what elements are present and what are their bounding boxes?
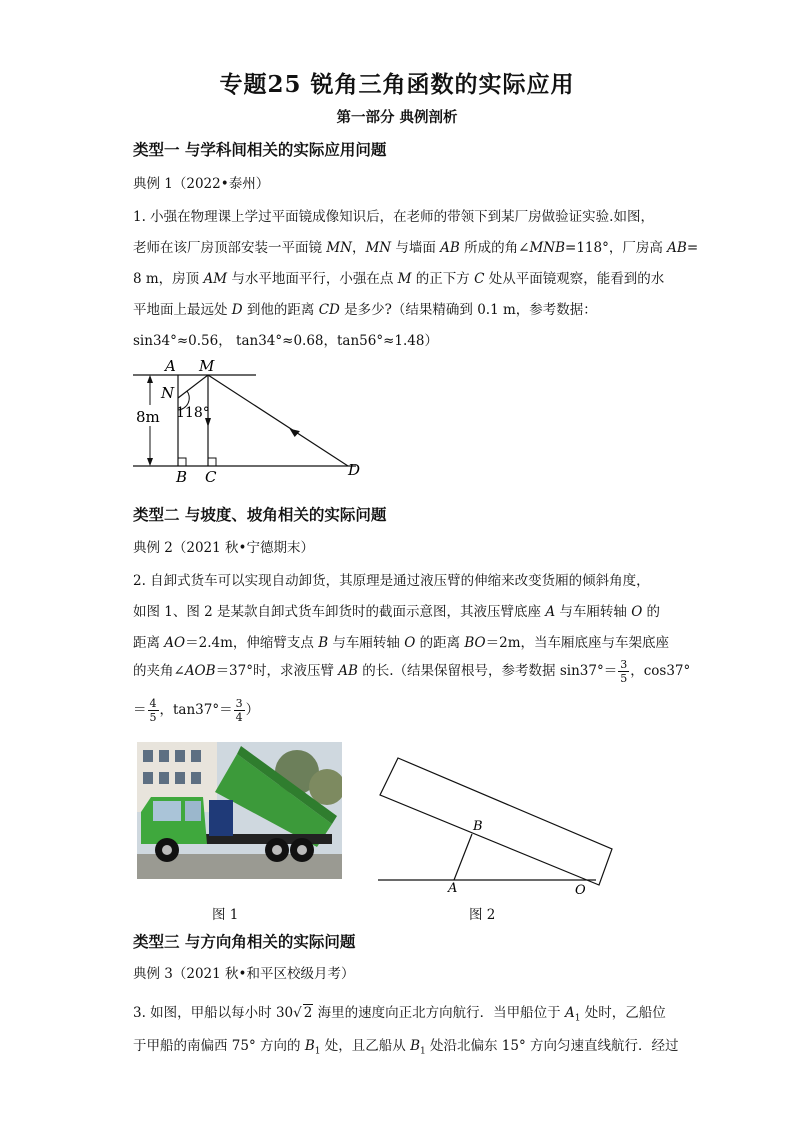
fraction-tan37: $\frac{3}{4}$ bbox=[235, 697, 243, 724]
section-heading-2: 类型二 与坡度、坡角相关的实际问题 bbox=[133, 505, 387, 524]
label-m: M bbox=[199, 357, 215, 375]
problem1-line5: sin34°≈0.56， tan34°≈0.68，tan56°≈1.48） bbox=[133, 333, 438, 349]
example-label-1: 典例 1（2022•泰州） bbox=[133, 176, 270, 192]
label-height: 8m bbox=[136, 408, 160, 426]
problem2-line3: 距离 AO＝2.4m，伸缩臂支点 B 与车厢转轴 O 的距离 BO＝2m，当车厢底座与车架底座 bbox=[133, 635, 670, 651]
label-b: B bbox=[176, 468, 188, 486]
fraction-sin37: $\frac{3}{5}$ bbox=[620, 658, 628, 685]
example-label-2: 典例 2（2021 秋•宁德期末） bbox=[133, 540, 314, 556]
problem3-line2: 于甲船的南偏西 75° 方向的 $B_1$ 处，且乙船从 $B_1$ 处沿北偏东 15° 方向匀速直线航行．经过 bbox=[133, 1038, 679, 1057]
sqrt-symbol: √ bbox=[293, 1005, 302, 1021]
label-angle: 118° bbox=[176, 405, 210, 421]
problem2-line2: 如图 1、图 2 是某款自卸式货车卸货时的截面示意图，其液压臂底座 A 与车厢转轴 O 的 bbox=[133, 604, 661, 620]
figure-caption-2: 图 2 bbox=[469, 907, 496, 923]
label-o2: O bbox=[575, 883, 586, 896]
line-md bbox=[208, 375, 348, 466]
dump-geometry-figure bbox=[374, 750, 619, 896]
label-a2: A bbox=[448, 881, 458, 896]
problem1-line1: 1. 小强在物理课上学过平面镜成像知识后，在老师的带领下到某厂房做验证实验.如图， bbox=[133, 209, 654, 225]
label-d: D bbox=[348, 461, 361, 479]
fraction-cos37: $\frac{4}{5}$ bbox=[149, 697, 157, 724]
mirror-mn bbox=[178, 375, 208, 398]
problem2-line4: 的夹角∠AOB＝37°时，求液压臂 AB 的长.（结果保留根号，参考数据 sin37°＝ $\frac{3}{5}$ ，cos37° bbox=[133, 658, 691, 685]
problem2-line1: 2. 自卸式货车可以实现自动卸货，其原理是通过液压臂的伸缩来改变货厢的倾斜角度， bbox=[133, 573, 650, 589]
problem1-line2: 老师在该厂房顶部安装一平面镜 MN，MN 与墙面 AB 所成的角∠MNB=118°，厂房高 AB= bbox=[133, 240, 699, 256]
section-heading-1: 类型一 与学科间相关的实际应用问题 bbox=[133, 140, 387, 159]
problem2-line5: ＝ $\frac{4}{5}$ ，tan37°＝ $\frac{3}{4}$ ） bbox=[133, 697, 260, 724]
problem3-line1: 3. 如图，甲船以每小时 30√ 2 海里的速度向正北方向航行．当甲船位于 $A_1$ 处时，乙船位 bbox=[133, 1005, 666, 1024]
problem1-line4: 平地面上最远处 D 到他的距离 CD 是多少?（结果精确到 0.1 m，参考数据： bbox=[133, 302, 597, 318]
example-label-3: 典例 3（2021 秋•和平区校级月考） bbox=[133, 966, 355, 982]
page-title: 专题25 锐角三角函数的实际应用 bbox=[219, 71, 575, 98]
arm-ab bbox=[454, 834, 472, 880]
section-heading-3: 类型三 与方向角相关的实际问题 bbox=[133, 932, 356, 951]
label-b2: B bbox=[473, 819, 483, 834]
page-subtitle: 第一部分 典例剖析 bbox=[336, 109, 458, 126]
label-a: A bbox=[165, 357, 176, 375]
label-c: C bbox=[205, 468, 217, 486]
figure-caption-1: 图 1 bbox=[212, 907, 239, 923]
mirror-figure bbox=[128, 354, 368, 486]
problem1-line3: 8 m，房顶 AM 与水平地面平行，小强在点 M 的正下方 C 处从平面镜观察，能看到的水 bbox=[133, 271, 665, 287]
label-n: N bbox=[161, 384, 175, 402]
truck-bed bbox=[380, 758, 612, 885]
dump-truck-photo bbox=[137, 742, 342, 879]
